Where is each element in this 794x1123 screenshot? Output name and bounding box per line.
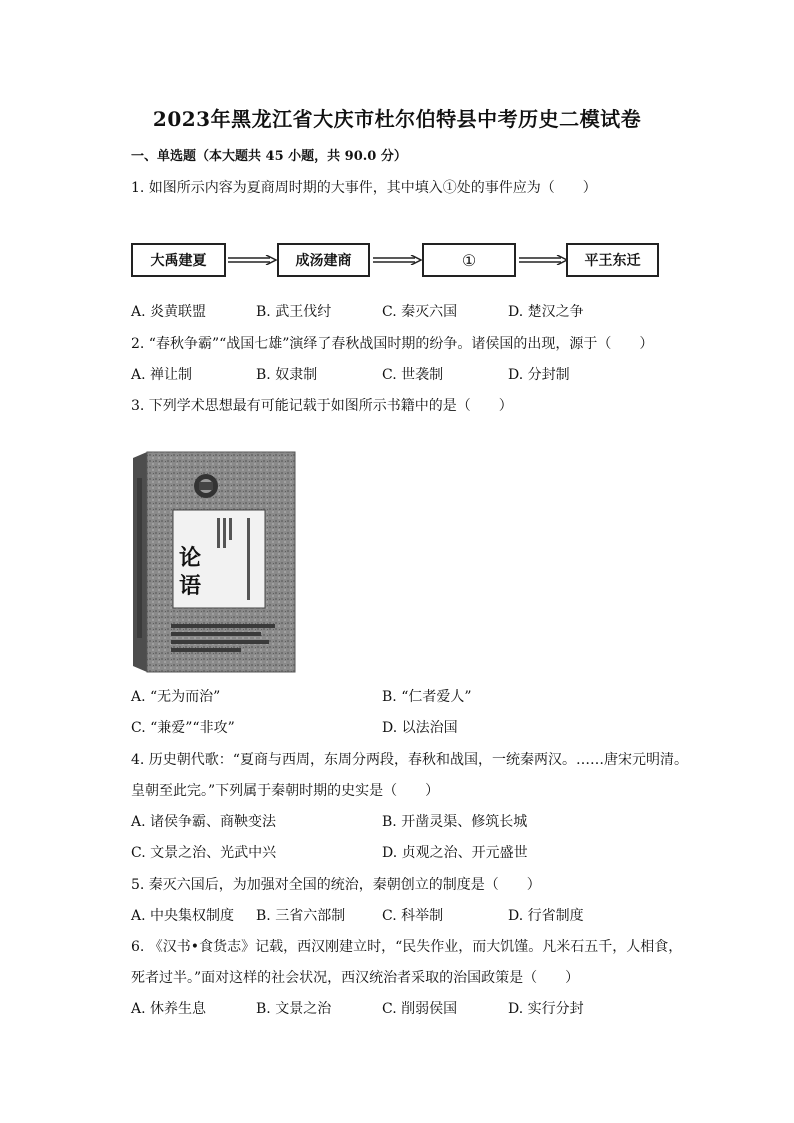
section-heading: 一、单选题（本大题共 45 小题，共 90.0 分） xyxy=(131,149,407,164)
q5-option-c[interactable]: C. 科举制 xyxy=(382,908,444,924)
q6-option-b[interactable]: B. 文景之治 xyxy=(256,1001,332,1017)
flow-arrow-3-icon xyxy=(519,255,569,265)
q2-option-a[interactable]: A. 禅让制 xyxy=(131,367,193,383)
book-lunyu-image xyxy=(131,448,301,676)
question-6-stem-line-2: 死者过半。”面对这样的社会状况，西汉统治者采取的治国政策是（ ） xyxy=(131,970,580,986)
q5-option-b[interactable]: B. 三省六部制 xyxy=(256,908,346,924)
q3-option-c[interactable]: C. “兼爱”“非攻” xyxy=(131,720,235,736)
q5-option-d[interactable]: D. 行省制度 xyxy=(508,908,584,924)
flow-arrow-1-icon xyxy=(228,255,278,265)
q5-option-a[interactable]: A. 中央集权制度 xyxy=(131,908,235,924)
flow-box-3: ① xyxy=(422,243,516,277)
q1-option-a[interactable]: A. 炎黄联盟 xyxy=(131,304,207,320)
flow-box-1: 大禹建夏 xyxy=(131,243,226,277)
q3-option-b[interactable]: B. “仁者爱人” xyxy=(382,689,472,705)
flow-arrow-2-icon xyxy=(373,255,423,265)
q1-option-d[interactable]: D. 楚汉之争 xyxy=(508,304,584,320)
q6-option-d[interactable]: D. 实行分封 xyxy=(508,1001,584,1017)
q2-option-b[interactable]: B. 奴隶制 xyxy=(256,367,318,383)
question-5-stem: 5. 秦灭六国后，为加强对全国的统治，秦朝创立的制度是（ ） xyxy=(131,877,541,893)
q6-option-c[interactable]: C. 削弱侯国 xyxy=(382,1001,458,1017)
q4-option-d[interactable]: D. 贞观之治、开元盛世 xyxy=(382,845,528,861)
page-title: 2023年黑龙江省大庆市杜尔伯特县中考历史二模试卷 xyxy=(152,107,642,131)
question-4-stem-line-2: 皇朝至此完。”下列属于秦朝时期的史实是（ ） xyxy=(131,783,440,799)
q2-option-c[interactable]: C. 世袭制 xyxy=(382,367,444,383)
flow-box-4: 平王东迁 xyxy=(566,243,659,277)
q4-option-a[interactable]: A. 诸侯争霸、商鞅变法 xyxy=(131,814,277,830)
q4-option-b[interactable]: B. 开凿灵渠、修筑长城 xyxy=(382,814,528,830)
question-6-stem-line-1: 6. 《汉书•食货志》记载，西汉刚建立时，“民失作业，而大饥馑。凡米石五千，人相食， xyxy=(131,939,683,955)
book-title: 论语 xyxy=(179,545,202,599)
q2-option-d[interactable]: D. 分封制 xyxy=(508,367,570,383)
q1-option-c[interactable]: C. 秦灭六国 xyxy=(382,304,458,320)
q6-option-a[interactable]: A. 休养生息 xyxy=(131,1001,207,1017)
flow-box-2: 成汤建商 xyxy=(277,243,370,277)
question-1-flowchart xyxy=(131,243,661,281)
q3-option-a[interactable]: A. “无为而治” xyxy=(131,689,221,705)
q4-option-c[interactable]: C. 文景之治、光武中兴 xyxy=(131,845,277,861)
question-1-stem: 1. 如图所示内容为夏商周时期的大事件，其中填入①处的事件应为（ ） xyxy=(131,180,597,196)
q3-option-d[interactable]: D. 以法治国 xyxy=(382,720,458,736)
question-2-stem: 2. “春秋争霸”“战国七雄”演绎了春秋战国时期的纷争。诸侯国的出现，源于（ ） xyxy=(131,336,654,352)
question-4-stem-line-1: 4. 历史朝代歌：“夏商与西周，东周分两段，春秋和战国，一统秦两汉。……唐宋元明清。 xyxy=(131,752,688,768)
question-3-stem: 3. 下列学术思想最有可能记载于如图所示书籍中的是（ ） xyxy=(131,398,513,414)
q1-option-b[interactable]: B. 武王伐纣 xyxy=(256,304,332,320)
